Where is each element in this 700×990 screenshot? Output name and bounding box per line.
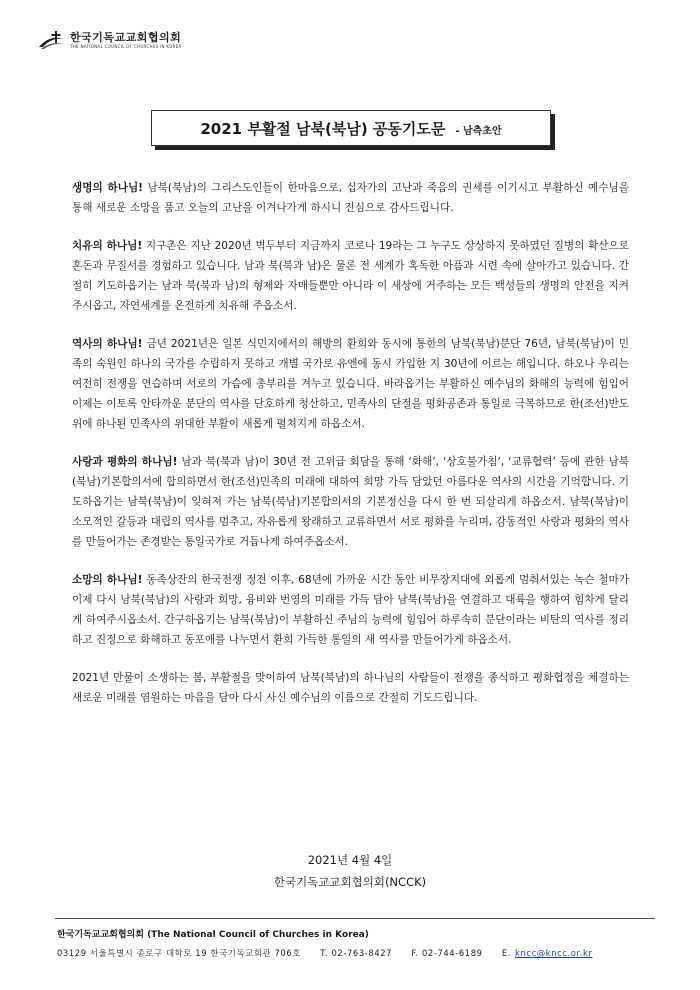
paragraph-history [72, 334, 629, 434]
paragraph-lead: 역사의 하나님! [72, 338, 143, 350]
ncck-logo-icon [36, 30, 66, 52]
footer-fax: F. 02-744-6189 [411, 948, 483, 958]
paragraph-lead: 사랑과 평화의 하나님! [72, 456, 178, 468]
paragraph-healing [72, 236, 629, 316]
footer-email-link[interactable]: kncc@kncc.or.kr [515, 948, 593, 958]
footer-address: 03129 서울특별시 종로구 대학로 19 한국기독교회관 706호 [57, 948, 301, 958]
title-box [151, 110, 551, 146]
footer-org: 한국기독교교회협의회 (The National Council of Churches in Korea) [57, 930, 369, 940]
paragraph-text: 지구촌은 지난 2020년 벽두부터 지금까지 코로나 19라는 그 누구도 상상하지 못하였던 질병의 확산으로 혼돈과 무질서를 경험하고 있습니다. 남과 북(북과 남)은 물론 전 세계가 혹독한 아픔과 시련 속에 살아가고 있습니다. 간절히 기도하옵기는 남과 북(북과 남)의 형제와 자매들뿐만 아니라 이 세상에 거주하는 모든 백성들의 생명의 안전을 지켜 주시옵고, 자연세계를 온전하게 치유해 주옵소서. [72, 240, 630, 312]
prayer-date: 2021년 4월 4일 [307, 853, 393, 867]
paragraph-text: 금년 2021년은 일본 식민지에서의 해방의 환희와 동시에 통한의 남북(북남)분단 76년, 남북(북남)이 민족의 숙원인 하나의 국가를 수립하지 못하고 개별 국가로 유엔에 동시 가입한 지 30년에 이르는 해입니다. 하오나 우리는 여전히 전쟁을 연습하며 서로의 가슴에 총부리를 겨누고 있습니다. 바라옵기는 부활하신 예수님의 화해의 능력에 힘입어 이제는 이토록 안타까운 분단의 역사를 단호하게 청산하고, 민족사의 단절을 평화공존과 통일로 극복하므로 한(조선)반도 위에 하나된 민족사의 위대한 부활이 새롭게 펼쳐지게 하옵소서. [72, 338, 629, 430]
footer-contact [57, 947, 609, 959]
paragraph-lead: 소망의 하나님! [72, 574, 143, 586]
org-name-en: THE NATIONAL COUNCIL OF CHURCHES IN KOREA [70, 44, 182, 49]
paragraph-closing [72, 668, 629, 708]
paragraph-text: 남북(북남)의 그리스도인들이 한마음으로, 십자가의 고난과 죽음의 권세를 이기시고 부활하신 예수님을 통해 새로운 소망을 품고 오늘의 고난을 이겨나가게 하시니 진심으로 감사드립니다. [72, 182, 629, 214]
prayer-body [72, 178, 629, 726]
signature: 한국기독교교회협의회(NCCK) [273, 875, 427, 889]
paragraph-text: 남과 북(북과 남)이 30년 전 고위급 회담을 통해 ‘화해’, ‘상호불가침’, ‘교류협력’ 등에 관한 남북(북남)기본합의서에 합의하면서 한(조선)민족의 미래에 대하여 희망 가득 담았던 아름다운 역사의 시간을 기억합니다. 기도하옵기는 남북(북남)이 잊혀져 가는 남북(북남)기본합의서의 기본정신을 다시 한 번 되살리게 하옵소서. 남북(북남)이 소모적인 갈등과 대립의 역사를 멈추고, 자유롭게 왕래하고 교류하면서 서로 평화를 누리며, 감동적인 사랑과 평화의 역사를 만들어가는 존경받는 통일국가로 거듭나게 하여주옵소서. [72, 456, 629, 548]
page-subtitle: - 남측초안 [455, 126, 502, 137]
page-title: 2021 부활절 남북(북남) 공동기도문 [200, 119, 446, 138]
paragraph-text: 2021년 만물이 소생하는 봄, 부활절을 맞이하여 남북(북남)의 하나님의 사람들이 전쟁을 종식하고 평화협정을 체결하는 새로운 미래를 염원하는 마음을 담아 다시 사신 예수님의 이름으로 간절히 기도드립니다. [72, 672, 629, 704]
paragraph-hope [72, 570, 629, 650]
footer-divider [55, 918, 655, 919]
footer-tel: T. 02-763-8427 [320, 948, 393, 958]
footer-email-label: E. [501, 948, 511, 958]
org-name: 한국기독교교회협의회 [70, 31, 182, 44]
paragraph-lead: 생명의 하나님! [72, 182, 144, 194]
paragraph-life [72, 178, 629, 218]
paragraph-text: 동족상잔의 한국전쟁 정전 이후, 68년에 가까운 시간 동안 비무장지대에 외롭게 멈춰서있는 녹슨 철마가 이제 다시 남북(북남)의 사랑과 희망, 융비와 번영의 미래를 가득 담아 남북(북남)을 연결하고 대륙을 행하여 힘차게 달리게 하여주시옵소서. 간구하옵기는 남북(북남)이 부활하신 주님의 능력에 힘입어 하루속히 분단이라는 비탄의 역사를 정리하고 진정으로 화해하고 동포애를 나누면서 환희 가득한 통일의 새 역사를 만들어가게 하옵소서. [72, 574, 630, 646]
paragraph-lead: 치유의 하나님! [72, 240, 143, 252]
paragraph-love-peace [72, 452, 629, 552]
letterhead [36, 30, 182, 52]
